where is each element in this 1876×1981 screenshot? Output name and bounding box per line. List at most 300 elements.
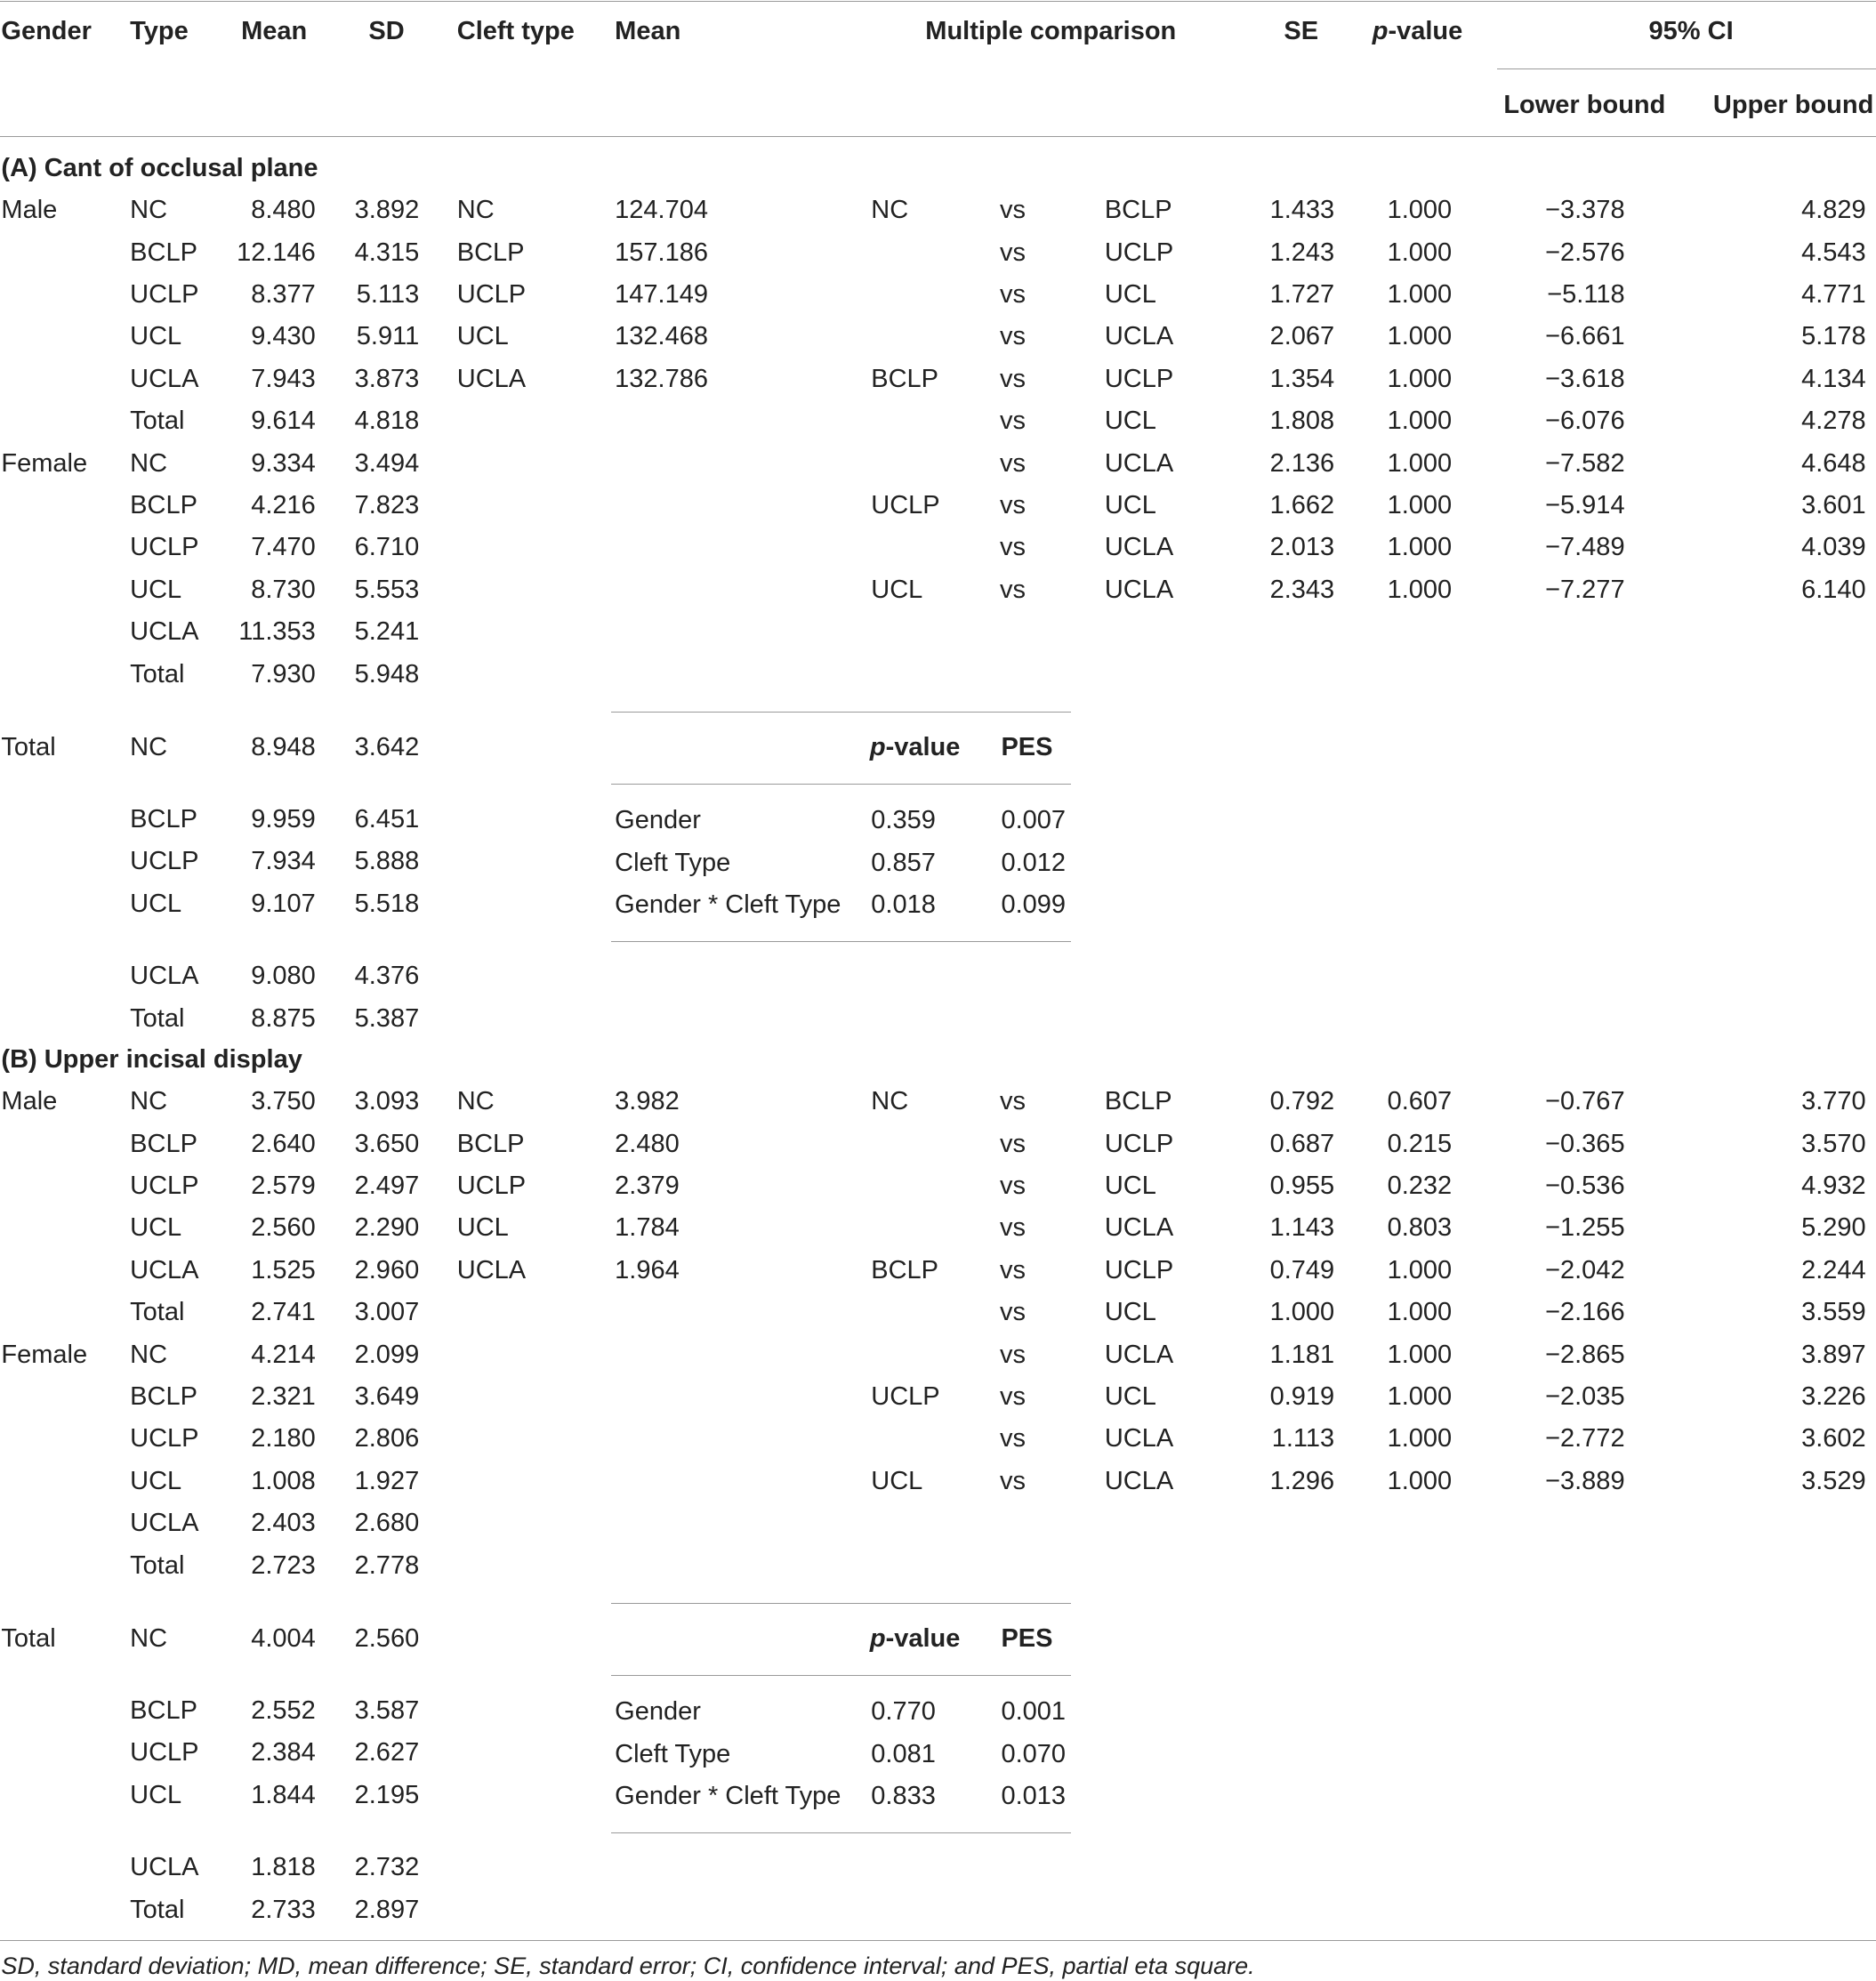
comparison-vs: vs bbox=[1000, 490, 1027, 519]
comparison-group-b: UCLA bbox=[1104, 1424, 1174, 1454]
desc-mean: 2.384 bbox=[251, 1737, 316, 1767]
desc-mean: 11.353 bbox=[238, 617, 316, 647]
comparison-upper-bound: 4.039 bbox=[1801, 533, 1866, 562]
ci-rule bbox=[1497, 68, 1876, 69]
desc-mean: 2.579 bbox=[251, 1171, 316, 1200]
desc-mean: 2.180 bbox=[251, 1424, 316, 1454]
cleft-type: UCLP bbox=[456, 1171, 527, 1200]
desc-type: UCL bbox=[130, 1213, 182, 1243]
header-upper-bound: Upper bound bbox=[1712, 90, 1874, 119]
comparison-group-b: UCLA bbox=[1104, 533, 1174, 562]
cleft-mean: 132.468 bbox=[615, 322, 708, 351]
anova-factor: Gender bbox=[615, 1697, 701, 1727]
desc-type: UCLP bbox=[130, 846, 199, 875]
cleft-mean: 2.480 bbox=[615, 1129, 680, 1158]
header-type: Type bbox=[130, 17, 189, 46]
comparison-lower-bound: −0.536 bbox=[1545, 1171, 1625, 1200]
desc-type: NC bbox=[130, 1623, 168, 1653]
desc-sd: 3.649 bbox=[354, 1381, 420, 1411]
desc-sd: 3.494 bbox=[354, 448, 420, 478]
comparison-group-a: BCLP bbox=[871, 364, 939, 393]
desc-sd: 3.007 bbox=[354, 1298, 420, 1327]
comparison-upper-bound: 4.134 bbox=[1801, 364, 1866, 393]
comparison-se: 1.243 bbox=[1269, 238, 1335, 267]
comparison-vs: vs bbox=[1000, 575, 1027, 604]
desc-type: UCL bbox=[130, 1780, 182, 1809]
comparison-vs: vs bbox=[1000, 1298, 1027, 1327]
comparison-upper-bound: 2.244 bbox=[1801, 1255, 1866, 1284]
header-rule bbox=[0, 136, 1876, 137]
comparison-upper-bound: 4.932 bbox=[1801, 1171, 1866, 1200]
comparison-group-b: UCL bbox=[1104, 279, 1156, 309]
comparison-upper-bound: 3.770 bbox=[1801, 1087, 1866, 1116]
comparison-group-a: UCLP bbox=[871, 1381, 940, 1411]
desc-mean: 12.146 bbox=[237, 238, 316, 267]
desc-sd: 2.897 bbox=[354, 1896, 420, 1925]
comparison-se: 1.727 bbox=[1269, 279, 1335, 309]
comparison-se: 0.749 bbox=[1269, 1255, 1335, 1284]
desc-type: UCLP bbox=[130, 1737, 199, 1767]
cleft-type: BCLP bbox=[456, 1129, 525, 1158]
desc-type: BCLP bbox=[130, 804, 197, 833]
comparison-upper-bound: 3.897 bbox=[1801, 1340, 1866, 1369]
desc-sd: 5.241 bbox=[354, 617, 420, 647]
comparison-p-value: 1.000 bbox=[1387, 1340, 1453, 1369]
comparison-lower-bound: −3.618 bbox=[1545, 364, 1625, 393]
desc-mean: 2.723 bbox=[251, 1550, 316, 1580]
comparison-lower-bound: −3.378 bbox=[1545, 196, 1625, 225]
comparison-upper-bound: 3.601 bbox=[1801, 490, 1866, 519]
anova-top-rule bbox=[611, 1603, 1071, 1604]
comparison-upper-bound: 3.602 bbox=[1801, 1424, 1866, 1454]
comparison-se: 1.296 bbox=[1269, 1466, 1335, 1495]
desc-type: UCL bbox=[130, 889, 182, 918]
desc-sd: 3.587 bbox=[354, 1695, 420, 1725]
comparison-group-a: UCLP bbox=[871, 490, 940, 519]
comparison-group-b: UCLP bbox=[1104, 1255, 1174, 1284]
comparison-lower-bound: −2.042 bbox=[1545, 1255, 1625, 1284]
comparison-p-value: 1.000 bbox=[1387, 238, 1453, 267]
comparison-upper-bound: 4.829 bbox=[1801, 196, 1866, 225]
header-p-value bbox=[1373, 16, 1463, 46]
comparison-lower-bound: −7.582 bbox=[1545, 448, 1625, 478]
anova-top-rule bbox=[611, 712, 1071, 713]
desc-mean: 9.959 bbox=[251, 804, 316, 833]
comparison-lower-bound: −0.767 bbox=[1545, 1087, 1625, 1116]
comparison-p-value: 0.232 bbox=[1387, 1171, 1453, 1200]
cleft-type: UCL bbox=[456, 1213, 509, 1243]
desc-sd: 4.376 bbox=[354, 961, 420, 990]
desc-sd: 5.911 bbox=[356, 322, 420, 351]
desc-type: NC bbox=[130, 1340, 168, 1369]
top-rule bbox=[0, 1, 1876, 2]
comparison-p-value: 1.000 bbox=[1387, 407, 1453, 436]
desc-mean: 8.730 bbox=[251, 575, 316, 604]
cleft-mean: 2.379 bbox=[615, 1171, 680, 1200]
comparison-se: 2.343 bbox=[1269, 575, 1335, 604]
desc-sd: 5.553 bbox=[354, 575, 420, 604]
anova-header-p-value-p: p bbox=[869, 732, 886, 761]
section-title: (A) Cant of occlusal plane bbox=[1, 153, 318, 182]
comparison-vs: vs bbox=[1000, 1213, 1027, 1243]
desc-mean: 1.525 bbox=[251, 1255, 316, 1284]
comparison-se: 2.136 bbox=[1269, 448, 1335, 478]
desc-type: UCLP bbox=[130, 279, 199, 309]
comparison-group-a: NC bbox=[871, 1087, 909, 1116]
desc-mean: 7.470 bbox=[251, 533, 316, 562]
anova-pes: 0.007 bbox=[1001, 806, 1067, 835]
desc-type: UCL bbox=[130, 575, 182, 604]
desc-mean: 8.948 bbox=[251, 732, 316, 761]
header-lower-bound: Lower bound bbox=[1503, 90, 1666, 119]
comparison-p-value: 0.803 bbox=[1387, 1213, 1453, 1243]
desc-mean: 2.560 bbox=[251, 1213, 316, 1243]
footnote: SD, standard deviation; MD, mean difference; SE, standard error; CI, confidence interval; and PES, partial eta square. bbox=[1, 1952, 1255, 1979]
desc-type: BCLP bbox=[130, 490, 197, 519]
desc-sd: 3.642 bbox=[354, 732, 420, 761]
desc-sd: 4.818 bbox=[354, 407, 420, 436]
desc-type: UCLA bbox=[130, 961, 199, 990]
desc-type: UCLA bbox=[130, 1255, 199, 1284]
comparison-group-b: UCL bbox=[1104, 1298, 1156, 1327]
comparison-se: 1.433 bbox=[1269, 196, 1335, 225]
desc-sd: 2.290 bbox=[354, 1213, 420, 1243]
comparison-upper-bound: 4.648 bbox=[1801, 448, 1866, 478]
desc-sd: 6.451 bbox=[354, 804, 420, 833]
comparison-se: 0.792 bbox=[1269, 1087, 1335, 1116]
bottom-rule bbox=[0, 1940, 1876, 1941]
header-p-value-rest: -value bbox=[1388, 17, 1463, 46]
comparison-upper-bound: 4.543 bbox=[1801, 238, 1866, 267]
anova-header-pes: PES bbox=[1001, 732, 1053, 761]
header-p-value-p: p bbox=[1372, 17, 1389, 46]
desc-mean: 7.934 bbox=[251, 846, 316, 875]
desc-gender: Female bbox=[1, 1340, 88, 1369]
anova-header-p-value-p: p bbox=[869, 1623, 886, 1653]
desc-mean: 8.377 bbox=[251, 279, 316, 309]
comparison-p-value: 1.000 bbox=[1387, 533, 1453, 562]
comparison-group-b: UCLA bbox=[1104, 322, 1174, 351]
desc-type: Total bbox=[130, 1298, 185, 1327]
desc-type: UCLA bbox=[130, 364, 199, 393]
comparison-vs: vs bbox=[1000, 1087, 1027, 1116]
desc-sd: 6.710 bbox=[354, 533, 420, 562]
desc-mean: 2.403 bbox=[251, 1509, 316, 1538]
comparison-lower-bound: −1.255 bbox=[1545, 1213, 1625, 1243]
comparison-se: 0.919 bbox=[1269, 1381, 1335, 1411]
comparison-se: 1.354 bbox=[1269, 364, 1335, 393]
comparison-se: 1.143 bbox=[1269, 1213, 1335, 1243]
desc-mean: 9.080 bbox=[251, 961, 316, 990]
desc-sd: 5.387 bbox=[354, 1004, 420, 1034]
cleft-mean: 147.149 bbox=[615, 279, 708, 309]
anova-p-value: 0.359 bbox=[871, 806, 936, 835]
desc-gender: Male bbox=[1, 1087, 58, 1116]
desc-sd: 4.315 bbox=[354, 238, 420, 267]
anova-header-p-value bbox=[870, 732, 961, 762]
comparison-p-value: 1.000 bbox=[1387, 322, 1453, 351]
comparison-lower-bound: −2.166 bbox=[1545, 1298, 1625, 1327]
anova-p-value: 0.857 bbox=[871, 848, 936, 877]
desc-sd: 3.873 bbox=[354, 364, 420, 393]
desc-sd: 5.113 bbox=[356, 279, 420, 309]
header-ci: 95% CI bbox=[1648, 17, 1734, 46]
comparison-group-a: UCL bbox=[871, 575, 923, 604]
comparison-se: 1.181 bbox=[1269, 1340, 1335, 1369]
desc-mean: 2.640 bbox=[251, 1129, 316, 1158]
anova-header-p-value-rest: -value bbox=[885, 732, 961, 761]
desc-sd: 2.680 bbox=[354, 1509, 420, 1538]
anova-pes: 0.013 bbox=[1001, 1782, 1067, 1811]
anova-pes: 0.070 bbox=[1001, 1739, 1067, 1768]
desc-type: BCLP bbox=[130, 238, 197, 267]
comparison-group-b: UCLA bbox=[1104, 1340, 1174, 1369]
header-cleft-mean: Mean bbox=[615, 17, 681, 46]
comparison-group-b: BCLP bbox=[1104, 1087, 1172, 1116]
anova-p-value: 0.081 bbox=[871, 1739, 936, 1768]
anova-factor: Gender bbox=[615, 806, 701, 835]
desc-gender: Total bbox=[1, 732, 56, 761]
comparison-p-value: 1.000 bbox=[1387, 196, 1453, 225]
desc-sd: 2.627 bbox=[354, 1737, 420, 1767]
comparison-group-b: UCLA bbox=[1104, 1213, 1174, 1243]
comparison-upper-bound: 5.178 bbox=[1801, 322, 1866, 351]
comparison-se: 0.687 bbox=[1269, 1129, 1335, 1158]
desc-mean: 2.552 bbox=[251, 1695, 316, 1725]
comparison-lower-bound: −7.277 bbox=[1545, 575, 1625, 604]
desc-mean: 4.216 bbox=[251, 490, 316, 519]
comparison-group-b: UCL bbox=[1104, 407, 1156, 436]
anova-pes: 0.099 bbox=[1001, 890, 1067, 920]
anova-header-pes: PES bbox=[1001, 1623, 1053, 1653]
comparison-upper-bound: 5.290 bbox=[1801, 1213, 1866, 1243]
comparison-p-value: 1.000 bbox=[1387, 1255, 1453, 1284]
anova-pes: 0.001 bbox=[1001, 1697, 1067, 1727]
desc-mean: 7.930 bbox=[251, 659, 316, 689]
cleft-mean: 1.964 bbox=[615, 1255, 680, 1284]
comparison-p-value: 1.000 bbox=[1387, 1424, 1453, 1454]
desc-sd: 1.927 bbox=[354, 1466, 420, 1495]
comparison-vs: vs bbox=[1000, 1381, 1027, 1411]
cleft-mean: 157.186 bbox=[615, 238, 708, 267]
comparison-se: 1.808 bbox=[1269, 407, 1335, 436]
desc-sd: 3.650 bbox=[354, 1129, 420, 1158]
anova-factor: Cleft Type bbox=[615, 1739, 731, 1768]
desc-mean: 2.321 bbox=[251, 1381, 316, 1411]
desc-sd: 2.732 bbox=[354, 1852, 420, 1881]
anova-header-rule bbox=[611, 1675, 1071, 1676]
desc-sd: 5.888 bbox=[354, 846, 420, 875]
desc-sd: 2.497 bbox=[354, 1171, 420, 1200]
comparison-p-value: 1.000 bbox=[1387, 448, 1453, 478]
cleft-mean: 132.786 bbox=[615, 364, 708, 393]
comparison-vs: vs bbox=[1000, 1424, 1027, 1454]
desc-type: UCLA bbox=[130, 617, 199, 647]
anova-header-p-value-rest: -value bbox=[885, 1623, 961, 1653]
desc-type: NC bbox=[130, 196, 168, 225]
desc-type: NC bbox=[130, 1087, 168, 1116]
comparison-vs: vs bbox=[1000, 322, 1027, 351]
desc-sd: 5.518 bbox=[354, 889, 420, 918]
comparison-lower-bound: −5.118 bbox=[1547, 279, 1625, 309]
desc-mean: 8.480 bbox=[251, 196, 316, 225]
anova-pes: 0.012 bbox=[1001, 848, 1067, 877]
comparison-p-value: 1.000 bbox=[1387, 490, 1453, 519]
desc-type: Total bbox=[130, 659, 185, 689]
comparison-group-b: BCLP bbox=[1104, 196, 1172, 225]
desc-type: UCL bbox=[130, 1466, 182, 1495]
comparison-group-b: UCLP bbox=[1104, 1129, 1174, 1158]
desc-type: UCLA bbox=[130, 1852, 199, 1881]
section-title: (B) Upper incisal display bbox=[1, 1044, 302, 1074]
header-mean: Mean bbox=[241, 17, 308, 46]
desc-mean: 4.004 bbox=[251, 1623, 316, 1653]
header-cleft-type: Cleft type bbox=[456, 17, 575, 46]
anova-p-value: 0.018 bbox=[871, 890, 936, 920]
comparison-group-b: UCL bbox=[1104, 490, 1156, 519]
comparison-se: 2.067 bbox=[1269, 322, 1335, 351]
comparison-vs: vs bbox=[1000, 364, 1027, 393]
comparison-vs: vs bbox=[1000, 279, 1027, 309]
cleft-type: UCL bbox=[456, 322, 509, 351]
header-sd: SD bbox=[368, 17, 405, 46]
comparison-vs: vs bbox=[1000, 238, 1027, 267]
cleft-type: BCLP bbox=[456, 238, 525, 267]
comparison-group-b: UCL bbox=[1104, 1381, 1156, 1411]
anova-factor: Gender * Cleft Type bbox=[615, 1782, 841, 1811]
anova-bottom-rule bbox=[611, 1832, 1071, 1833]
anova-p-value: 0.770 bbox=[871, 1697, 936, 1727]
desc-type: Total bbox=[130, 1550, 185, 1580]
desc-type: UCL bbox=[130, 322, 182, 351]
cleft-type: UCLA bbox=[456, 1255, 527, 1284]
anova-bottom-rule bbox=[611, 941, 1071, 942]
comparison-lower-bound: −7.489 bbox=[1545, 533, 1625, 562]
comparison-group-a: NC bbox=[871, 196, 909, 225]
comparison-p-value: 1.000 bbox=[1387, 1466, 1453, 1495]
desc-mean: 9.430 bbox=[251, 322, 316, 351]
comparison-group-b: UCLA bbox=[1104, 1466, 1174, 1495]
comparison-se: 0.955 bbox=[1269, 1171, 1335, 1200]
comparison-vs: vs bbox=[1000, 448, 1027, 478]
comparison-se: 2.013 bbox=[1269, 533, 1335, 562]
desc-mean: 7.943 bbox=[251, 364, 316, 393]
desc-mean: 8.875 bbox=[251, 1004, 316, 1034]
comparison-p-value: 1.000 bbox=[1387, 364, 1453, 393]
desc-type: UCLP bbox=[130, 1424, 199, 1454]
comparison-group-b: UCLP bbox=[1104, 364, 1174, 393]
cleft-mean: 3.982 bbox=[615, 1087, 680, 1116]
comparison-upper-bound: 3.570 bbox=[1801, 1129, 1866, 1158]
comparison-vs: vs bbox=[1000, 1340, 1027, 1369]
cleft-mean: 124.704 bbox=[615, 196, 708, 225]
comparison-p-value: 0.607 bbox=[1387, 1087, 1453, 1116]
anova-p-value: 0.833 bbox=[871, 1782, 936, 1811]
desc-sd: 2.560 bbox=[354, 1623, 420, 1653]
desc-mean: 9.614 bbox=[251, 407, 316, 436]
cleft-type: UCLA bbox=[456, 364, 527, 393]
desc-sd: 7.823 bbox=[354, 490, 420, 519]
header-multiple-comparison: Multiple comparison bbox=[925, 17, 1177, 46]
desc-gender: Male bbox=[1, 196, 58, 225]
comparison-vs: vs bbox=[1000, 196, 1027, 225]
cleft-mean: 1.784 bbox=[615, 1213, 680, 1243]
desc-type: UCLA bbox=[130, 1509, 199, 1538]
desc-type: UCLP bbox=[130, 533, 199, 562]
desc-mean: 3.750 bbox=[251, 1087, 316, 1116]
header-se: SE bbox=[1284, 17, 1319, 46]
comparison-group-b: UCLA bbox=[1104, 448, 1174, 478]
desc-mean: 2.741 bbox=[251, 1298, 316, 1327]
desc-mean: 1.008 bbox=[251, 1466, 316, 1495]
desc-sd: 3.093 bbox=[354, 1087, 420, 1116]
comparison-upper-bound: 3.226 bbox=[1801, 1381, 1866, 1411]
desc-type: Total bbox=[130, 407, 185, 436]
comparison-upper-bound: 3.559 bbox=[1801, 1298, 1866, 1327]
desc-sd: 2.806 bbox=[354, 1424, 420, 1454]
desc-sd: 3.892 bbox=[354, 196, 420, 225]
desc-sd: 2.195 bbox=[354, 1780, 420, 1809]
cleft-type: NC bbox=[456, 1087, 495, 1116]
comparison-p-value: 1.000 bbox=[1387, 575, 1453, 604]
comparison-p-value: 1.000 bbox=[1387, 279, 1453, 309]
desc-type: Total bbox=[130, 1896, 185, 1925]
comparison-group-b: UCLP bbox=[1104, 238, 1174, 267]
comparison-se: 1.000 bbox=[1269, 1298, 1335, 1327]
header-gender: Gender bbox=[1, 17, 92, 46]
desc-sd: 5.948 bbox=[354, 659, 420, 689]
comparison-vs: vs bbox=[1000, 1129, 1027, 1158]
comparison-group-a: UCL bbox=[871, 1466, 923, 1495]
desc-mean: 1.844 bbox=[251, 1780, 316, 1809]
comparison-vs: vs bbox=[1000, 1255, 1027, 1284]
comparison-lower-bound: −6.076 bbox=[1545, 407, 1625, 436]
comparison-lower-bound: −2.865 bbox=[1545, 1340, 1625, 1369]
comparison-se: 1.113 bbox=[1271, 1424, 1335, 1454]
comparison-upper-bound: 6.140 bbox=[1801, 575, 1866, 604]
cleft-type: NC bbox=[456, 196, 495, 225]
anova-factor: Gender * Cleft Type bbox=[615, 890, 841, 920]
comparison-upper-bound: 3.529 bbox=[1801, 1466, 1866, 1495]
comparison-upper-bound: 4.771 bbox=[1801, 279, 1866, 309]
desc-mean: 9.334 bbox=[251, 448, 316, 478]
desc-mean: 2.733 bbox=[251, 1896, 316, 1925]
desc-mean: 9.107 bbox=[251, 889, 316, 918]
comparison-vs: vs bbox=[1000, 1466, 1027, 1495]
anova-header-p-value bbox=[870, 1623, 961, 1654]
desc-gender: Female bbox=[1, 448, 88, 478]
comparison-lower-bound: −3.889 bbox=[1545, 1466, 1625, 1495]
desc-sd: 2.778 bbox=[354, 1550, 420, 1580]
desc-gender: Total bbox=[1, 1623, 56, 1653]
desc-type: BCLP bbox=[130, 1129, 197, 1158]
comparison-vs: vs bbox=[1000, 407, 1027, 436]
desc-mean: 4.214 bbox=[251, 1340, 316, 1369]
anova-header-rule bbox=[611, 784, 1071, 785]
desc-sd: 2.960 bbox=[354, 1255, 420, 1284]
desc-type: BCLP bbox=[130, 1381, 197, 1411]
desc-mean: 1.818 bbox=[251, 1852, 316, 1881]
comparison-vs: vs bbox=[1000, 1171, 1027, 1200]
comparison-lower-bound: −6.661 bbox=[1545, 322, 1625, 351]
comparison-group-a: BCLP bbox=[871, 1255, 939, 1284]
cleft-type: UCLP bbox=[456, 279, 527, 309]
comparison-p-value: 1.000 bbox=[1387, 1381, 1453, 1411]
desc-type: NC bbox=[130, 448, 168, 478]
desc-type: NC bbox=[130, 732, 168, 761]
comparison-lower-bound: −2.772 bbox=[1545, 1424, 1625, 1454]
desc-type: UCLP bbox=[130, 1171, 199, 1200]
